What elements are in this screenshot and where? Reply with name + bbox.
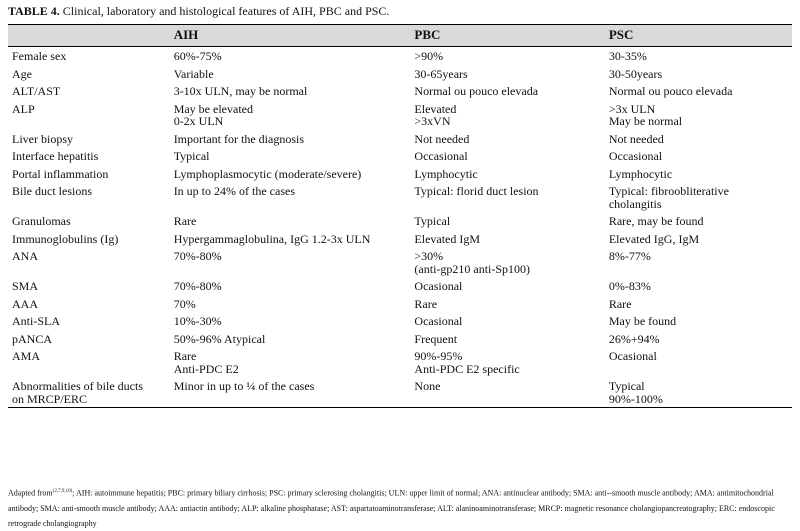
header-cell-pbc: PBC [410,25,604,47]
pbc-cell [410,377,604,408]
psc-cell [605,47,792,65]
pbc-cell [410,47,604,65]
pbc-cell [410,330,604,348]
cell-line: May be elevated [173,101,253,116]
header-cell-blank [8,25,170,47]
feature-cell [8,230,170,248]
cell-line: Not needed [414,131,470,146]
aih-cell [170,82,411,100]
aih-cell [170,65,411,83]
footnote-text: ; AIH: autoimmune hepatitis; PBC: primary biliary cirrhosis; PSC: primary sclerosing cholangitis; ULN: upper limit of normal; ANA: antinuclear antibody; SMA: anti--smooth muscle antibody; AMA: antimitochondrial antibody; SMA: anti-smooth muscle antibody; AAA: antiactin antibody; ALP: alkaline phosphatase; AST: aspartatoaminotransferase; ALT: alaninoaminotransferase; MRCP: magnetic resonance cholangiopancreatography; ERC: endoscopic retrograde cholangiography [8,488,775,528]
cell-line: >3x ULN [608,101,656,116]
pbc-cell [410,230,604,248]
cell-line: SMA [12,279,39,293]
cell-line: ALP [12,101,35,116]
table-caption-text: Clinical, laboratory and histological features of AIH, PBC and PSC. [62,4,390,18]
psc-cell [605,212,792,230]
aih-cell [170,247,411,277]
cell-line: Typical [414,214,451,228]
cell-line: 90%-100% [608,391,663,406]
cell-line: Immunoglobulins (Ig) [12,231,119,246]
cell-line: 30-50years [608,66,663,81]
feature-cell [8,277,170,295]
header-cell-aih: AIH [170,25,411,47]
pbc-cell [410,165,604,183]
cell-line: Hypergammaglobulina, IgG 1.2-3x ULN [173,231,371,246]
table-row [8,377,792,408]
table-row [8,230,792,248]
table-row [8,165,792,183]
cell-line: on MRCP/ERC [12,391,88,406]
pbc-cell [410,312,604,330]
cell-line: Lymphoplasmocytic (moderate/severe) [173,166,362,181]
cell-line: Anti-PDC E2 specific [414,361,520,376]
table-row [8,182,792,212]
cell-line: Lymphocytic [414,166,478,181]
cell-line: 0%-83% [608,279,651,293]
aih-cell [170,230,411,248]
features-table [8,24,792,408]
cell-line: cholangitis [608,196,662,211]
psc-cell [605,247,792,277]
cell-line: >30% [414,249,444,263]
pbc-cell [410,295,604,313]
psc-cell [605,65,792,83]
cell-line: ANA [12,249,38,263]
cell-line: Typical: fibroobliterative [608,184,729,198]
aih-cell [170,165,411,183]
aih-cell [170,147,411,165]
pbc-cell [410,65,604,83]
feature-cell [8,330,170,348]
pbc-cell [410,182,604,212]
table-row [8,347,792,377]
cell-line: 30-65years [414,66,468,81]
footnote-reference-marks: (2,7,9,10) [52,489,73,494]
feature-cell [8,65,170,83]
feature-cell [8,247,170,277]
aih-cell [170,212,411,230]
cell-line: May be found [608,314,677,328]
cell-line: Liver biopsy [12,131,73,146]
table-body [8,47,792,408]
cell-line: Typical [173,149,210,163]
table-row [8,330,792,348]
cell-line: Typical: florid duct lesion [414,184,539,198]
cell-line: Rare [173,214,197,228]
cell-line: Granulomas [12,214,71,228]
cell-line: Typical [608,379,645,393]
cell-line: Anti-SLA [12,314,60,328]
pbc-cell [410,147,604,165]
pbc-cell [410,130,604,148]
cell-line: 50%-96% Atypical [173,331,266,346]
psc-cell [605,230,792,248]
cell-line: Occasional [414,149,468,163]
cell-line: (anti-gp210 anti-Sp100) [414,261,531,276]
table-row [8,295,792,313]
cell-line: AMA [12,349,41,363]
feature-cell [8,295,170,313]
psc-cell [605,82,792,100]
cell-line: >90% [414,49,444,63]
table-row [8,82,792,100]
table-footnote [8,484,794,531]
cell-line: Variable [173,66,214,81]
cell-line: May be normal [608,114,683,128]
cell-line: Abnormalities of bile ducts [12,379,143,393]
table-row [8,312,792,330]
cell-line: Elevated [414,101,457,116]
cell-line: Not needed [608,131,664,146]
psc-cell [605,182,792,212]
cell-line: Rare [173,349,197,363]
psc-cell [605,277,792,295]
table-row [8,147,792,165]
cell-line: 70%-80% [173,279,222,293]
cell-line: Elevated IgM [414,231,481,246]
cell-line: pANCA [12,331,53,346]
cell-line: Frequent [414,331,458,346]
feature-cell [8,47,170,65]
psc-cell [605,147,792,165]
psc-cell [605,130,792,148]
cell-line: 90%-95% [414,349,463,363]
table-row [8,277,792,295]
cell-line: 70% [173,296,196,311]
table-row [8,100,792,130]
aih-cell [170,130,411,148]
cell-line: AAA [12,296,38,311]
table-caption [8,4,389,18]
cell-line: Rare, may be found [608,214,704,228]
cell-line: ALT/AST [12,84,61,98]
cell-line: Age [12,66,32,81]
pbc-cell [410,212,604,230]
feature-cell [8,377,170,408]
cell-line: 3-10x ULN, may be normal [173,84,308,98]
cell-line: Ocasional [608,349,657,363]
pbc-cell [410,247,604,277]
cell-line: Normal ou pouco elevada [414,84,539,98]
table-row [8,212,792,230]
table-row [8,65,792,83]
pbc-cell [410,82,604,100]
table-row [8,130,792,148]
cell-line: Rare [608,296,632,311]
cell-line: Occasional [608,149,663,163]
cell-line: Female sex [12,49,67,63]
psc-cell [605,347,792,377]
aih-cell [170,330,411,348]
feature-cell [8,347,170,377]
table-header-row [8,25,792,47]
aih-cell [170,277,411,295]
cell-line: 10%-30% [173,314,222,328]
cell-line: Rare [414,296,438,311]
aih-cell [170,347,411,377]
psc-cell [605,100,792,130]
aih-cell [170,377,411,408]
feature-cell [8,212,170,230]
aih-cell [170,312,411,330]
aih-cell [170,295,411,313]
feature-cell [8,130,170,148]
feature-cell [8,147,170,165]
pbc-cell [410,277,604,295]
cell-line: Normal ou pouco elevada [608,84,733,98]
cell-line: None [414,379,441,393]
cell-line: 60%-75% [173,49,222,63]
cell-line: 8%-77% [608,249,651,263]
feature-cell [8,312,170,330]
cell-line: In up to 24% of the cases [173,184,295,198]
header-cell-psc: PSC [605,25,792,47]
cell-line: 26%+94% [608,331,660,346]
aih-cell [170,100,411,130]
footnote-prefix: Adapted from [8,488,53,498]
cell-line: 70%-80% [173,249,222,263]
cell-line: Ocasional [414,314,463,328]
cell-line: >3xVN [414,114,451,128]
aih-cell [170,47,411,65]
cell-line: 0-2x ULN [173,114,224,128]
psc-cell [605,377,792,408]
cell-line: Portal inflammation [12,166,109,181]
cell-line: 30-35% [608,49,647,63]
cell-line: Interface hepatitis [12,149,99,163]
cell-line: Lymphocytic [608,166,673,181]
pbc-cell [410,100,604,130]
psc-cell [605,330,792,348]
cell-line: Bile duct lesions [12,184,92,198]
cell-line: Elevated IgG, IgM [608,231,700,246]
aih-cell [170,182,411,212]
feature-cell [8,182,170,212]
cell-line: Ocasional [414,279,463,293]
cell-line: Minor in up to ¼ of the cases [173,379,315,393]
psc-cell [605,312,792,330]
psc-cell [605,165,792,183]
cell-line: Important for the diagnosis [173,131,304,146]
feature-cell [8,165,170,183]
cell-line: Anti-PDC E2 [173,361,239,376]
table-row [8,247,792,277]
table-row [8,47,792,65]
psc-cell [605,295,792,313]
feature-cell [8,100,170,130]
pbc-cell [410,347,604,377]
feature-cell [8,82,170,100]
table-caption-label: TABLE 4. [8,4,60,18]
